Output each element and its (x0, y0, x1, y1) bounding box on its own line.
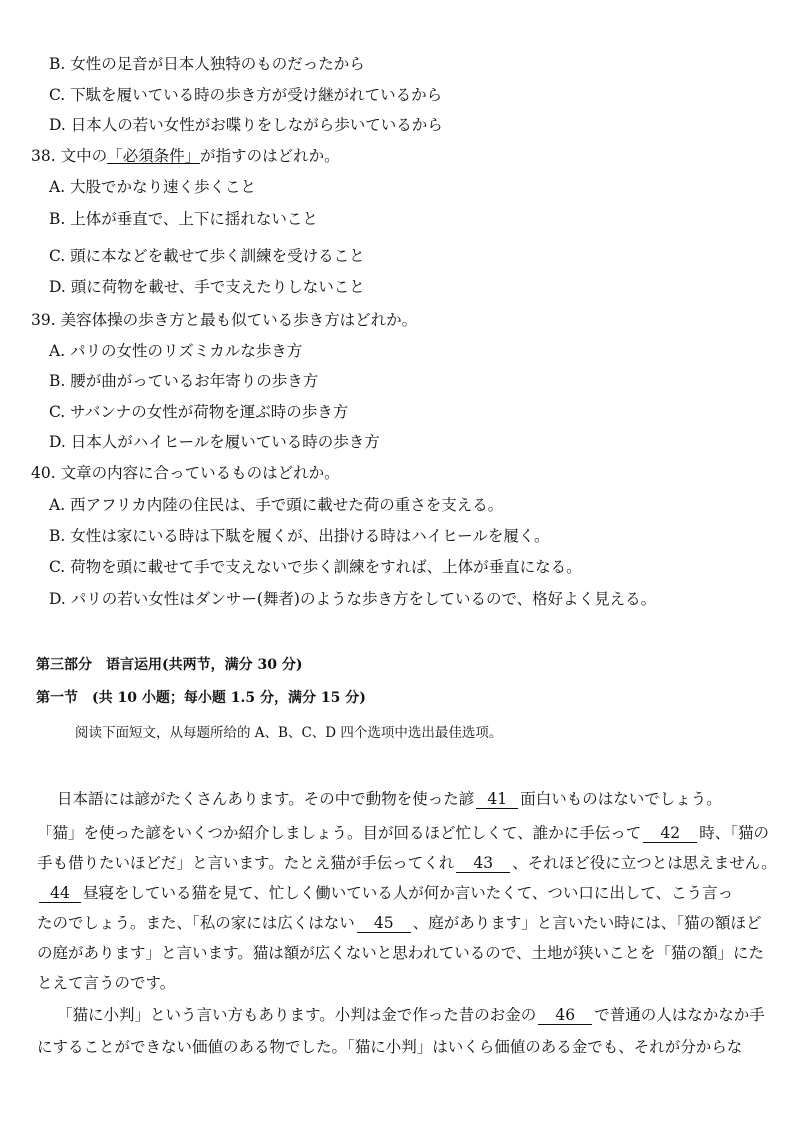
q38-prefix: 38. 文中の (31, 147, 108, 165)
q38-option-a: A. 大股でかなり速く歩くこと (49, 178, 257, 196)
passage-text: 「猫に小判」という言い方もあります。小判は金で作った昔のお金の (57, 1006, 537, 1024)
passage-text: 、庭があります」と言いたい時には、「猫の額ほど (412, 914, 762, 932)
q39-option-a: A. パリの女性のリズミカルな歩き方 (49, 342, 303, 360)
q40-option-d: D. パリの若い女性はダンサー(舞者)のような歩き方をしているので、格好よく見える。 (49, 590, 657, 608)
q38-underlined-term: 「必須条件」 (107, 147, 201, 165)
passage-text: 日本語には諺がたくさんあります。その中で動物を使った諺 (57, 790, 475, 808)
passage-line (37, 823, 769, 843)
passage-text: 手も借りたいほどだ」と言います。たとえ猫が手伝ってくれ (37, 854, 455, 872)
passage-text: 「猫」を使った諺をいくつか紹介しましょう。目が回るほど忙しくて、誰かに手伝って (37, 824, 642, 842)
q38-option-d: D. 頭に荷物を載せ、手で支えたりしないこと (49, 278, 365, 296)
passage-line: とえて言うのです。 (37, 974, 176, 992)
q38-suffix: が指すのはどれか。 (200, 147, 340, 165)
q39-option-c: C. サバンナの女性が荷物を運ぶ時の歩き方 (49, 403, 349, 421)
q37-option-b: B. 女性の足音が日本人独特のものだったから (49, 55, 365, 73)
passage-text: 面白いものはないでしょう。 (520, 790, 722, 808)
instruction-text: 阅读下面短文，从每题所给的 A、B、C、D 四个选项中选出最佳选项。 (75, 725, 503, 741)
q40-option-c: C. 荷物を頭に載せて手で支えないで歩く訓練をすれば、上体が垂直になる。 (49, 558, 582, 576)
passage-text: 、それほど役に立つとは思えません。 (512, 854, 777, 872)
passage-line (37, 883, 733, 903)
blank-45: 45 (357, 915, 411, 933)
passage-text: で普通の人はなかなか手 (594, 1006, 765, 1024)
q39-stem: 39. 美容体操の歩き方と最も似ている歩き方はどれか。 (31, 311, 418, 329)
passage-line: の庭があります」と言います。猫は額が広くないと思われているので、土地が狭いことを「猫の額」にた (37, 944, 764, 962)
q38-option-b: B. 上体が垂直で、上下に揺れないこと (49, 210, 318, 228)
q39-option-d: D. 日本人がハイヒールを履いている時の歩き方 (49, 433, 380, 451)
q39-option-b: B. 腰が曲がっているお年寄りの歩き方 (49, 372, 319, 390)
blank-46: 46 (538, 1007, 592, 1025)
passage-line (57, 789, 722, 809)
passage-line (37, 853, 777, 873)
section-title: 第三部分 语言运用(共两节，满分 30 分) (36, 657, 303, 673)
passage-line (57, 1005, 765, 1025)
q38-option-c: C. 頭に本などを載せて歩く訓練を受けること (49, 247, 365, 265)
passage-text: 昼寝をしている猫を見て、忙しく働いている人が何か言いたくて、つい口に出して、こう言っ (83, 884, 734, 902)
q40-stem: 40. 文章の内容に合っているものはどれか。 (31, 464, 340, 482)
q40-option-a: A. 西アフリカ内陸の住民は、手で頭に載せた荷の重さを支える。 (49, 496, 504, 514)
blank-41: 41 (476, 791, 518, 809)
passage-text: たのでしょう。また、「私の家には広くはない (37, 914, 355, 932)
passage-line: にすることができない価値のある物でした。「猫に小判」はいくら価値のある金でも、それが分からな (37, 1038, 743, 1056)
q37-option-d: D. 日本人の若い女性がお喋りをしながら歩いているから (49, 116, 443, 134)
subsection-title: 第一节 (共 10 小题；每小题 1.5 分，满分 15 分) (36, 690, 366, 706)
q37-option-c: C. 下駄を履いている時の歩き方が受け継がれているから (49, 86, 443, 104)
q38-stem (31, 146, 340, 166)
blank-43: 43 (456, 855, 510, 873)
passage-line (37, 913, 762, 933)
blank-44: 44 (39, 885, 81, 903)
blank-42: 42 (643, 825, 697, 843)
q40-option-b: B. 女性は家にいる時は下駄を履くが、出掛ける時はハイヒールを履く。 (49, 527, 550, 545)
passage-text: 時、「猫の (699, 824, 769, 842)
